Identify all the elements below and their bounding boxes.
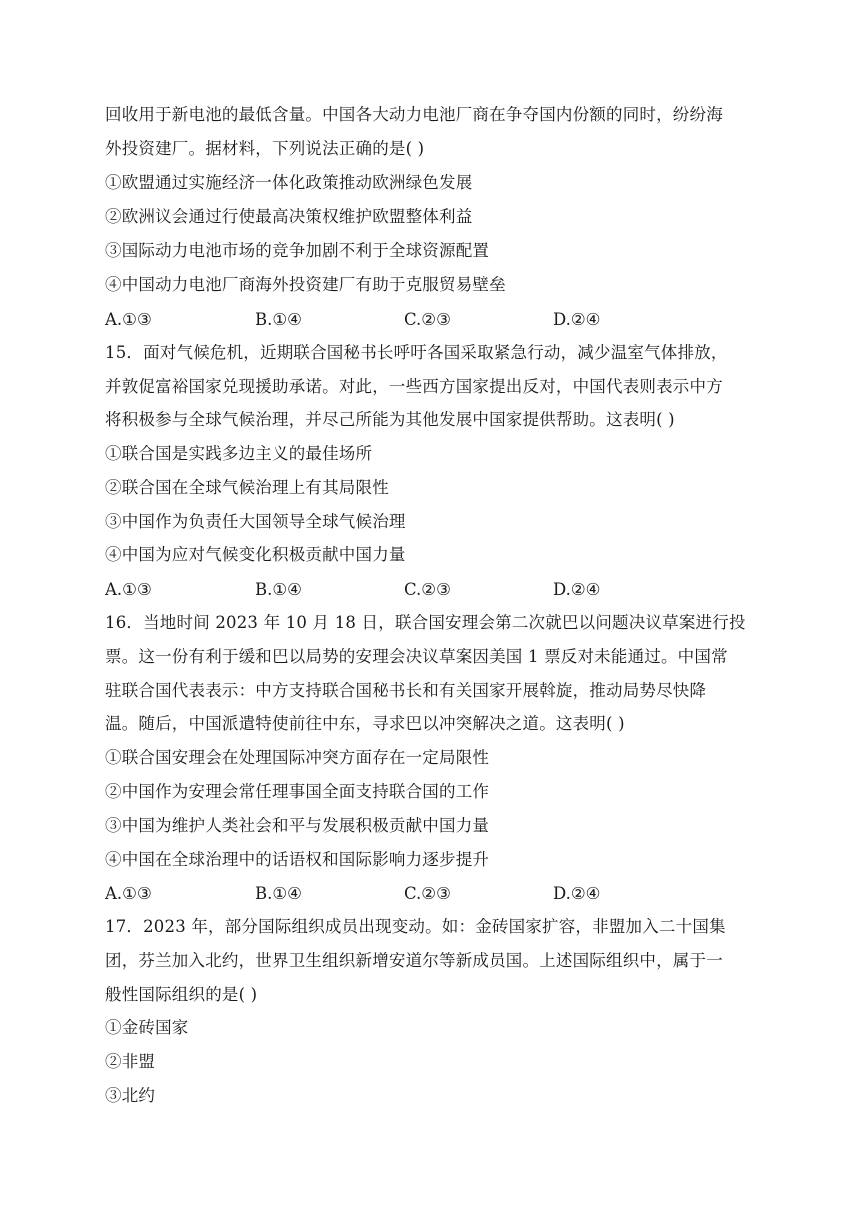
q17-item-2: ②非盟	[105, 1052, 156, 1071]
q15-item-4: ④中国为应对气候变化积极贡献中国力量	[105, 545, 406, 564]
q14-option-c: C.②③	[404, 310, 451, 329]
q17-item-3: ③北约	[105, 1086, 156, 1105]
q16-item-1: ①联合国安理会在处理国际冲突方面存在一定局限性	[105, 748, 490, 767]
q15-item-2: ②联合国在全球气候治理上有其局限性	[105, 478, 389, 497]
q14-line-1: 回收用于新电池的最低含量。中国各大动力电池厂商在争夺国内份额的同时，纷纷海	[105, 105, 723, 124]
q15-item-1: ①联合国是实践多边主义的最佳场所	[105, 444, 373, 463]
q14-item-1: ①欧盟通过实施经济一体化政策推动欧洲绿色发展	[105, 173, 473, 192]
q16-line-3: 驻联合国代表表示：中方支持联合国秘书长和有关国家开展斡旋，推动局势尽快降	[105, 681, 707, 700]
q16-line-4: 温。随后，中国派遣特使前往中东，寻求巴以冲突解决之道。这表明( )	[105, 714, 625, 733]
q16-line-1: 16．当地时间 2023 年 10 月 18 日，联合国安理会第二次就巴以问题决议草案进行投	[105, 613, 746, 632]
q17-line-1: 17．2023 年，部分国际组织成员出现变动。如：金砖国家扩容，非盟加入二十国集	[105, 917, 726, 936]
q17-line-2: 团，芬兰加入北约，世界卫生组织新增安道尔等新成员国。上述国际组织中，属于一	[105, 951, 723, 970]
q16-option-d: D.②④	[553, 884, 601, 903]
q17-item-1: ①金砖国家	[105, 1018, 189, 1037]
q14-item-2: ②欧洲议会通过行使最高决策权维护欧盟整体利益	[105, 207, 473, 226]
q16-line-2: 票。这一份有利于缓和巴以局势的安理会决议草案因美国 1 票反对未能通过。中国常	[105, 647, 728, 666]
q16-option-c: C.②③	[404, 884, 451, 903]
q14-option-b: B.①④	[255, 310, 302, 329]
q15-option-c: C.②③	[404, 580, 451, 599]
q16-item-2: ②中国作为安理会常任理事国全面支持联合国的工作	[105, 782, 490, 801]
q15-item-3: ③中国作为负责任大国领导全球气候治理	[105, 512, 406, 531]
q15-option-a: A.①③	[105, 580, 152, 599]
q16-option-a: A.①③	[105, 884, 152, 903]
q16-item-4: ④中国在全球治理中的话语权和国际影响力逐步提升	[105, 850, 490, 869]
q14-option-a: A.①③	[105, 310, 152, 329]
q15-option-d: D.②④	[553, 580, 601, 599]
q16-option-b: B.①④	[255, 884, 302, 903]
q14-line-2: 外投资建厂。据材料，下列说法正确的是( )	[105, 139, 425, 158]
q15-line-1: 15．面对气候危机，近期联合国秘书长呼吁各国采取紧急行动，减少温室气体排放，	[105, 343, 728, 362]
q14-item-3: ③国际动力电池市场的竞争加剧不利于全球资源配置	[105, 241, 490, 260]
q15-line-2: 并敦促富裕国家兑现援助承诺。对此，一些西方国家提出反对，中国代表则表示中方	[105, 377, 723, 396]
q17-line-3: 般性国际组织的是( )	[105, 985, 258, 1004]
q15-line-3: 将积极参与全球气候治理，并尽己所能为其他发展中国家提供帮助。这表明( )	[105, 410, 675, 429]
q14-option-d: D.②④	[553, 310, 601, 329]
q16-item-3: ③中国为维护人类社会和平与发展积极贡献中国力量	[105, 816, 490, 835]
q15-option-b: B.①④	[255, 580, 302, 599]
q14-item-4: ④中国动力电池厂商海外投资建厂有助于克服贸易壁垒	[105, 275, 506, 294]
